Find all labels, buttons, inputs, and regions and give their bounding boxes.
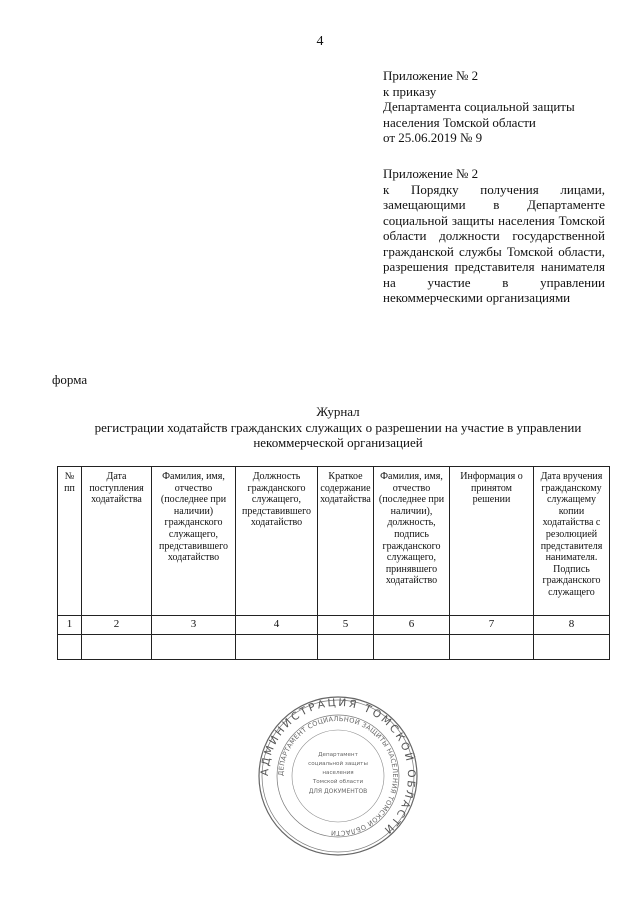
table-cell-empty <box>152 635 236 660</box>
seal-center-line: населения <box>322 770 354 776</box>
column-number-cell: 4 <box>236 616 318 635</box>
column-number-cell: 2 <box>82 616 152 635</box>
journal-subtitle-line: некоммерческой организацией <box>253 435 423 450</box>
appendix-order-line: от 25.06.2019 № 9 <box>383 130 483 145</box>
column-number-cell: 1 <box>58 616 82 635</box>
page-number: 4 <box>316 34 324 49</box>
table-cell-empty <box>450 635 534 660</box>
journal-title: Журнал <box>316 404 360 419</box>
table-cell-empty <box>374 635 450 660</box>
header-cell-date-received: Дата поступления ходатайства <box>82 467 152 616</box>
seal-graphic <box>256 694 420 858</box>
form-label: форма <box>52 372 88 387</box>
journal-subtitle-line: регистрации ходатайств гражданских служащих о разрешении на участие в управлении <box>94 419 582 435</box>
header-cell-delivery: Дата вручения гражданскому служащему копии ходатайства с резолюцией представителя нанимателя. Подпись гражданского служащего <box>534 467 610 616</box>
column-number-cell: 6 <box>374 616 450 635</box>
registration-table <box>57 466 610 660</box>
appendix-procedure-text: к Порядку получения лицами, замещающими в Департаменте социальной защиты населения Томской области должности государственной гражданской службы Томской области, разрешения представителя нанимателя на участие в управлении некоммерческими организациями <box>383 181 605 305</box>
header-cell-applicant-position: Должность гражданского служащего, представившего ходатайство <box>236 467 318 616</box>
table-column-numbers-row <box>58 616 610 635</box>
seal-middle-text: ДЕПАРТАМЕНТ СОЦИАЛЬНОЙ ЗАЩИТЫ НАСЕЛЕНИЯ ТОМСКОЙ ОБЛАСТИ <box>276 714 400 838</box>
seal-outer-text: АДМИНИСТРАЦИЯ ТОМСКОЙ ОБЛАСТИ <box>258 696 418 838</box>
header-cell-summary: Краткое содержание ходатайства <box>318 467 374 616</box>
appendix-procedure-heading: Приложение № 2 <box>383 166 479 181</box>
table-cell-empty <box>318 635 374 660</box>
header-cell-receiver: Фамилия, имя, отчество (последнее при наличии), должность, подпись гражданского служащего, принявшего ходатайство <box>374 467 450 616</box>
seal-center-line: Департамент <box>318 752 358 758</box>
column-number-cell: 3 <box>152 616 236 635</box>
header-cell-applicant-name: Фамилия, имя, отчество (последнее при наличии) гражданского служащего, представившего ходатайство <box>152 467 236 616</box>
column-number-cell: 8 <box>534 616 610 635</box>
column-number-cell: 7 <box>450 616 534 635</box>
appendix-order-line: населения Томской области <box>383 114 536 130</box>
header-cell-decision: Информация о принятом решении <box>450 467 534 616</box>
header-cell-number: № пп <box>58 467 82 616</box>
seal-center-line: Томской области <box>312 779 364 785</box>
seal-center-line: социальной защиты <box>308 761 368 767</box>
table-row-empty <box>58 635 610 660</box>
appendix-order-block <box>383 68 605 146</box>
official-seal-stamp <box>256 694 420 858</box>
table-cell-empty <box>58 635 82 660</box>
table-cell-empty <box>82 635 152 660</box>
table-header-row <box>58 467 610 616</box>
appendix-order-line: к приказу <box>383 83 437 99</box>
column-number-cell: 5 <box>318 616 374 635</box>
seal-center-line: ДЛЯ ДОКУМЕНТОВ <box>308 788 368 795</box>
table-cell-empty <box>236 635 318 660</box>
table-cell-empty <box>534 635 610 660</box>
appendix-order-line: Департамента социальной защиты <box>383 99 575 114</box>
appendix-procedure-block <box>383 166 605 306</box>
journal-title-block <box>52 404 624 451</box>
appendix-order-line: Приложение № 2 <box>383 68 479 83</box>
